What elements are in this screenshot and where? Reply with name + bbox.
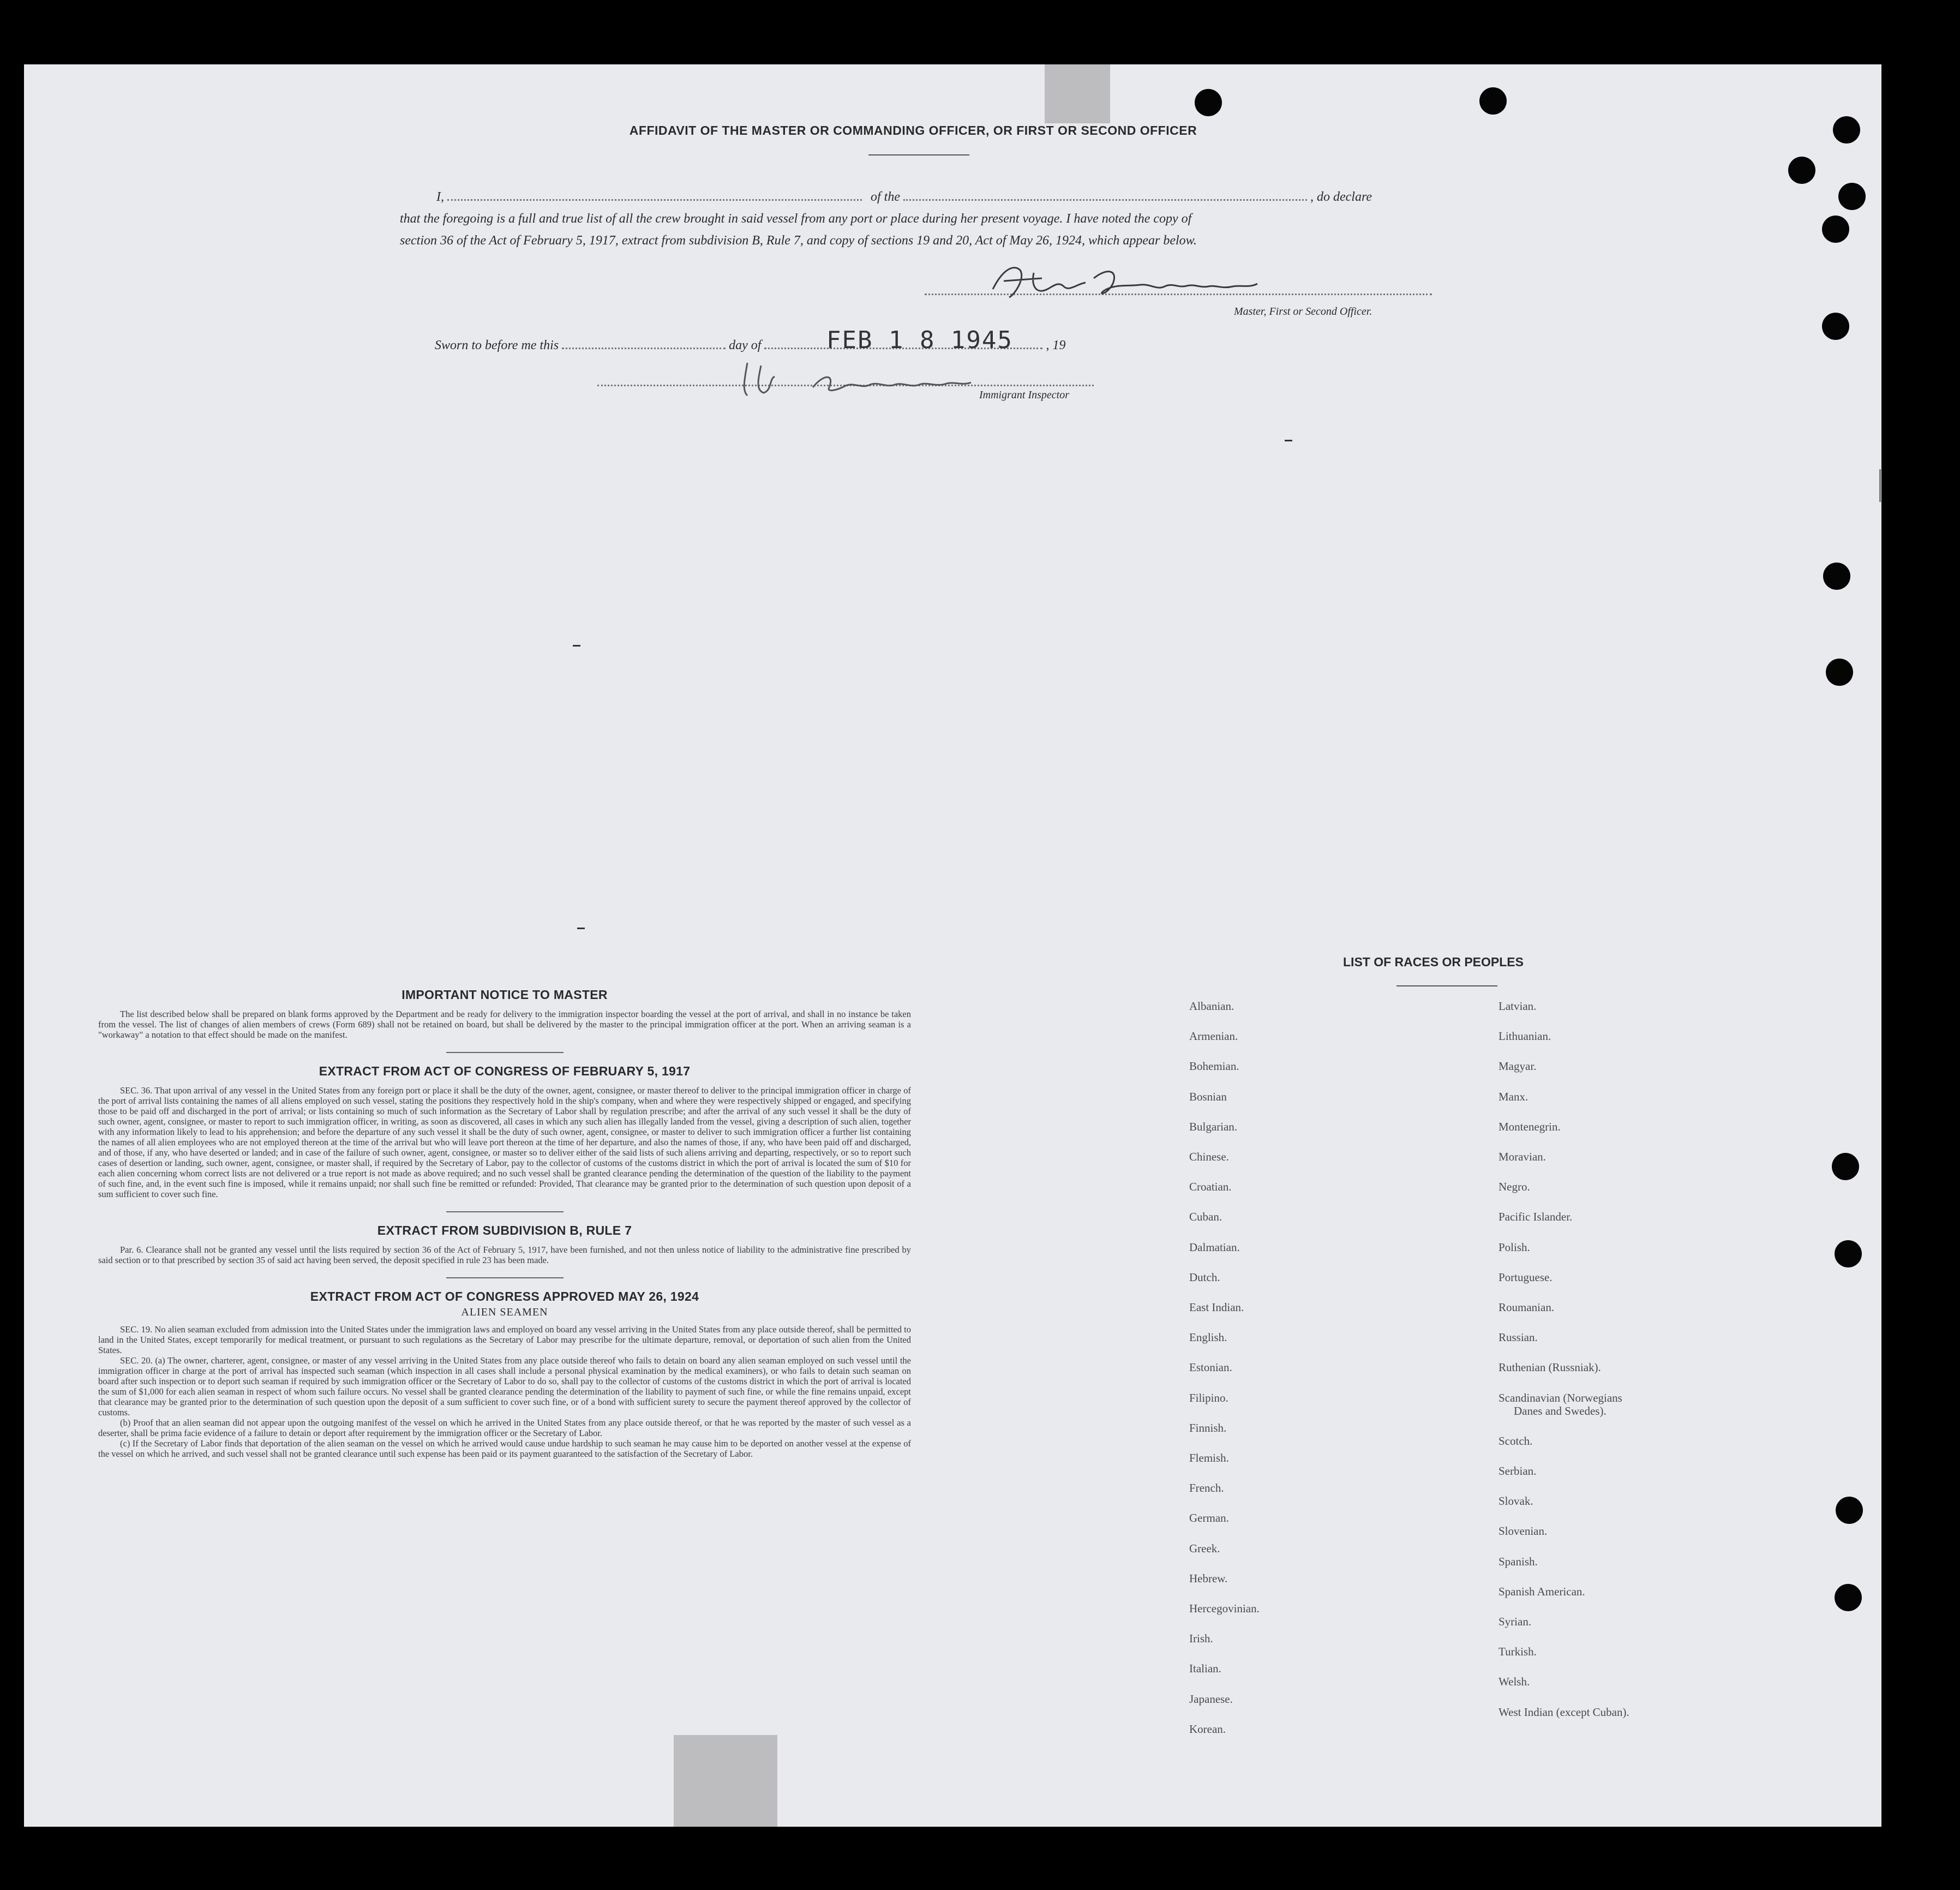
extract-1924-sec20b: (b) Proof that an alien seaman did not appear upon the outgoing manifest of the vessel on which he arrived in the United States from any place outside thereof, or that he was reported by the master of such vessel as a deserter, shall be prima facie evidence of a failure to detain or deport after requirement by the immigration officer or the Secretary of Labor. xyxy=(98,1418,911,1438)
race-item: Bosnian xyxy=(1189,1090,1227,1103)
race-item: Serbian. xyxy=(1499,1464,1537,1478)
race-item: Chinese. xyxy=(1189,1150,1229,1163)
punch-hole xyxy=(1838,183,1866,210)
race-item: Latvian. xyxy=(1499,1000,1537,1013)
race-item: Pacific Islander. xyxy=(1499,1210,1573,1224)
punch-hole xyxy=(1788,157,1815,184)
affidavit-do-declare: , do declare xyxy=(1310,190,1372,204)
race-item: Cuban. xyxy=(1189,1210,1222,1224)
race-item: Flemish. xyxy=(1189,1451,1229,1464)
race-item: Welsh. xyxy=(1499,1675,1530,1689)
extract-1924-sec20a: SEC. 20. (a) The owner, charterer, agent, consignee, or master of any vessel arriving in the United States from any place outside thereof who fails to detain on board any alien seaman employed on such vessel until the immigration officer in charge at the port of arrival has inspected such seaman (which inspection in all cases shall include a personal physical examination by the medical examiners), or who fails to detain such seaman on board after such inspection or to deport such seaman if required by such immigration officer or the Secretary of Labor to do so, shall pay to the collector of customs of the customs district in which the port of arrival is located the sum of $1,000 for each alien seaman in respect of whom such failure occurs. No vessel shall be granted clearance pending the determination of the liability to payment of such fine, or while the fine remains unpaid, except that clearance may be granted prior to the determination of such question upon the deposit of a sum sufficient to cover such fine, or of a bond with sufficient surety to secure the payment thereof approved by the collector of customs. xyxy=(98,1355,911,1418)
race-item: Spanish. xyxy=(1499,1554,1538,1568)
race-item: French. xyxy=(1189,1481,1224,1495)
tape-mark-bottom xyxy=(674,1735,777,1827)
race-item: Portuguese. xyxy=(1499,1270,1553,1284)
extract-1924-sec20c: (c) If the Secretary of Labor finds that deportation of the alien seaman on the vessel on which he arrived would cause undue hardship to such seaman he may cause him to be deported on another vessel at the expense of the vessel on which he arrived, and such vessel shall not be granted clearance until such expense has been paid or its payment guaranteed to the satisfaction of the Secretary of Labor. xyxy=(98,1438,911,1459)
master-signature xyxy=(982,256,1276,308)
punch-hole xyxy=(1195,89,1222,116)
punch-hole xyxy=(1836,1497,1863,1524)
rule-7-text: Par. 6. Clearance shall not be granted any vessel until the lists required by section 36 of the Act of February 5, 1917, have been furnished, and not then unless notice of liability to the administrative fine prescribed by said section or to that prescribed by section 35 of said act having been served, the deposit specified in rule 23 has been made. xyxy=(98,1245,911,1265)
race-item: Syrian. xyxy=(1499,1615,1532,1628)
rule-7-title: EXTRACT FROM SUBDIVISION B, RULE 7 xyxy=(377,1223,632,1237)
race-item: Ruthenian (Russniak). xyxy=(1499,1361,1601,1374)
race-item: Negro. xyxy=(1499,1180,1530,1194)
race-item: Italian. xyxy=(1189,1662,1221,1676)
race-item: Slovak. xyxy=(1499,1494,1533,1508)
race-item: Dutch. xyxy=(1189,1270,1220,1284)
race-item: East Indian. xyxy=(1189,1301,1244,1314)
race-item: Roumanian. xyxy=(1499,1301,1555,1314)
notice-text: The list described below shall be prepared on blank forms approved by the Department and be ready for delivery to the immigration inspector boarding the vessel at the port of arrival, and shall in no instance be taken from the vessel. The list of changes of alien members of crews (Form 689) shall not be retained on board, but shall be delivered by the master to the principal immigration officer at the port. When an arriving seaman is a "workaway" a notation to that effect should be made on the manifest. xyxy=(98,1009,911,1040)
race-item: Japanese. xyxy=(1189,1692,1233,1706)
affidavit-line-3: section 36 of the Act of February 5, 1917, extract from subdivision B, Rule 7, and copy of sections 19 and 20, Act of May 26, 1924, which appear below. xyxy=(400,234,1197,248)
race-item: Danes and Swedes). xyxy=(1514,1404,1607,1418)
punch-hole xyxy=(1826,659,1853,686)
extract-1917-title: EXTRACT FROM ACT OF CONGRESS OF FEBRUARY 5, 1917 xyxy=(319,1064,691,1078)
race-item: Hebrew. xyxy=(1189,1571,1228,1585)
race-item: Polish. xyxy=(1499,1240,1530,1254)
tape-mark-top xyxy=(1045,64,1110,123)
race-item: Bohemian. xyxy=(1189,1060,1239,1073)
race-item: Greek. xyxy=(1189,1541,1220,1555)
day-of: day of xyxy=(729,338,762,352)
extract-1924-title: EXTRACT FROM ACT OF CONGRESS APPROVED MAY 26, 1924 xyxy=(310,1289,699,1303)
punch-hole xyxy=(1835,1584,1862,1611)
notice-title: IMPORTANT NOTICE TO MASTER xyxy=(401,988,608,1002)
race-item: English. xyxy=(1189,1331,1227,1344)
affidavit-line-1 xyxy=(436,190,1372,205)
race-item: Estonian. xyxy=(1189,1361,1232,1374)
race-item: Magyar. xyxy=(1499,1060,1537,1073)
punch-hole xyxy=(1832,1153,1859,1180)
race-item: Scandinavian (Norwegians xyxy=(1499,1391,1622,1404)
inspector-signature xyxy=(731,357,982,401)
master-signature-caption: Master, First or Second Officer. xyxy=(1234,306,1372,318)
race-item: Manx. xyxy=(1499,1090,1529,1103)
race-item: Russian. xyxy=(1499,1331,1538,1344)
race-item: Croatian. xyxy=(1189,1180,1232,1194)
punch-hole xyxy=(1823,563,1850,590)
race-item: West Indian (except Cuban). xyxy=(1499,1705,1629,1719)
extract-1924-subtitle: ALIEN SEAMEN xyxy=(461,1306,548,1318)
races-title: LIST OF RACES OR PEOPLES xyxy=(1343,955,1524,969)
vessel-blank xyxy=(903,199,1307,201)
race-item: Bulgarian. xyxy=(1189,1120,1238,1133)
section-divider xyxy=(446,1211,564,1212)
race-item: Lithuanian. xyxy=(1499,1030,1551,1043)
race-item: Dalmatian. xyxy=(1189,1240,1240,1254)
stray-mark xyxy=(577,928,585,929)
punch-hole xyxy=(1822,313,1849,340)
day-blank xyxy=(562,348,726,349)
affidavit-of-the: of the xyxy=(871,190,900,204)
sworn-prefix: Sworn to before me this xyxy=(435,338,559,352)
stray-mark xyxy=(1285,440,1292,441)
name-blank xyxy=(447,199,862,201)
race-item: Albanian. xyxy=(1189,1000,1234,1013)
extract-1917-text: SEC. 36. That upon arrival of any vessel in the United States from any foreign port or place it shall be the duty of the owner, agent, consignee, or master thereof to deliver to the principal immigration officer in charge of the port of arrival lists containing the names of all aliens employed on such vessel, stating the positions they respectively hold in the ship's company, when and where they were respectively shipped or engaged, and specifying those to be paid off and discharged in the port of arrival; or lists containing so much of such information as the Secretary of Labor shall by regulation prescribe; and after the arrival of any such vessel it shall be the duty of such owner, agent, consignee, or master to report to such immigration officer, in writing, as soon as discovered, all cases in which any such alien has illegally landed from the vessel, giving a description of such alien, together with any information likely to lead to his apprehension; and before the departure of any such vessel it shall be the duty of such owner, agent, consignee, or master to deliver to such immigration officer a further list containing the names of all alien employees who are not employed thereon at the time of the arrival but who will leave port thereon at the time of her departure, and also the names of those, if any, who have been paid off and discharged, and of those, if any, who have deserted or landed; and in case of the failure of such owner, agent, consignee, or master so to deliver either of the said lists of such aliens arriving and departing, respectively, or so to report such cases of desertion or landing, such owner, agent, consignee, or master shall, if required by the Secretary of Labor, pay to the collector of customs of the customs district in which the port of arrival is located the sum of $10 for each alien concerning whom correct lists are not delivered or a true report is not made as above required; and no such vessel shall be granted clearance pending the determination of the question of the liability to the payment of such fine, and, in the event such fine is imposed, while it remains unpaid; nor shall such fine be remitted or refunded: Provided, That clearance may be granted prior to the determination of such question upon deposit of a sum sufficient to cover such fine. xyxy=(98,1085,911,1199)
date-stamp: FEB 1 8 1945 xyxy=(826,326,1013,354)
affidavit-title: AFFIDAVIT OF THE MASTER OR COMMANDING OFFICER, OR FIRST OR SECOND OFFICER xyxy=(629,123,1197,137)
affidavit-i: I, xyxy=(436,190,444,204)
race-item: Montenegrin. xyxy=(1499,1120,1561,1133)
race-item: German. xyxy=(1189,1511,1229,1525)
affidavit-line-2: that the foregoing is a full and true list of all the crew brought in said vessel from any port or place during her present voyage. I have noted the copy of xyxy=(400,212,1192,226)
section-divider xyxy=(446,1277,564,1278)
punch-hole xyxy=(1822,216,1849,243)
race-item: Moravian. xyxy=(1499,1150,1546,1163)
race-item: Armenian. xyxy=(1189,1030,1238,1043)
inspector-caption: Immigrant Inspector xyxy=(979,389,1069,401)
punch-hole xyxy=(1479,87,1507,115)
race-item: Turkish. xyxy=(1499,1645,1537,1659)
race-item: Hercegovinian. xyxy=(1189,1602,1260,1615)
stray-mark xyxy=(573,645,580,647)
race-item: Slovenian. xyxy=(1499,1524,1548,1538)
punch-hole xyxy=(1835,1240,1862,1267)
punch-hole xyxy=(1833,116,1860,143)
race-item: Filipino. xyxy=(1189,1391,1228,1404)
extract-1924-sec19: SEC. 19. No alien seaman excluded from admission into the United States under the immigration laws and employed on board any vessel arriving in the United States from any place outside thereof, shall be permitted to land in the United States, except temporarily for medical treatment, or pursuant to such regulations as the Secretary of Labor may prescribe for the ultimate departure, removal, or deportation of such alien from the United States. xyxy=(98,1324,911,1355)
stray-mark xyxy=(1879,469,1881,502)
title-rule xyxy=(868,154,969,155)
section-divider xyxy=(446,1052,564,1053)
races-title-rule xyxy=(1396,985,1497,986)
race-item: Korean. xyxy=(1189,1722,1226,1736)
year-prefix: , 19 xyxy=(1046,338,1066,352)
race-item: Spanish American. xyxy=(1499,1584,1585,1598)
notice-section xyxy=(98,988,911,1459)
race-item: Finnish. xyxy=(1189,1421,1227,1434)
race-item: Irish. xyxy=(1189,1632,1213,1646)
race-item: Scotch. xyxy=(1499,1434,1533,1448)
